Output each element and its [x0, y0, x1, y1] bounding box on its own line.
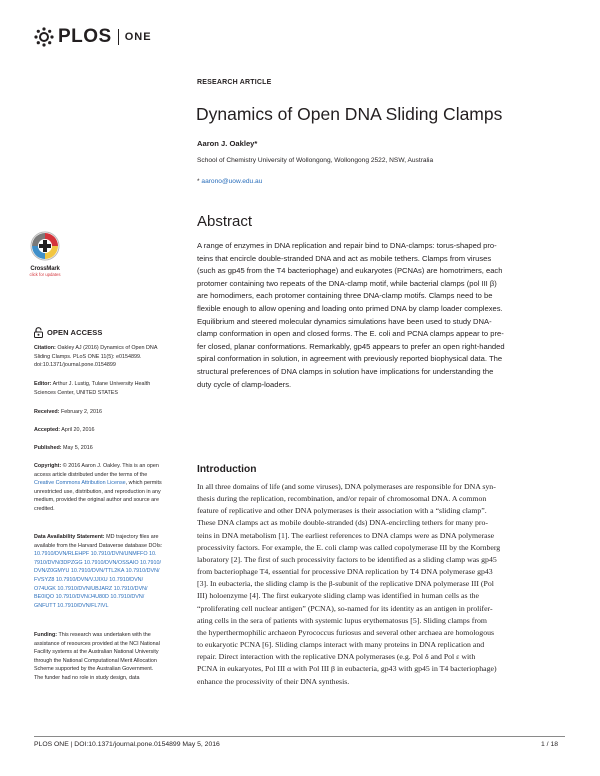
copyright-line: credited. — [34, 505, 55, 512]
intro-line: III) holoenzyme [4]. The first eukaryote sliding clamp was identified in human cells as the — [197, 591, 479, 601]
intro-line: These DNA clamps act as mobile double-stranded (ds) DNA-encircling tethers for many pro- — [197, 518, 488, 528]
abstract-line: flexible enough to allow opening and loading onto primed DNA by clamp loader complexes. — [197, 303, 503, 313]
funding-line: The funder had no role in study design, data — [34, 674, 140, 681]
abstract-text — [197, 240, 565, 391]
copyright-line: medium, provided the original author and source are — [34, 497, 159, 504]
citation-line: Oakley AJ (2016) Dynamics of Open DNA — [55, 345, 158, 351]
editor-block — [34, 380, 189, 397]
journal-logo[interactable] — [33, 26, 152, 48]
copyright-line: access article distributed under the terms of the — [34, 471, 148, 478]
intro-line: feature of replicative and other DNA polymerases is their association with a “sliding clamp”. — [197, 506, 487, 516]
author-name: Aaron J. Oakley* — [197, 139, 258, 148]
intro-line: the hyperthermophilic archaeon Pyrococcus furiosus and several other archaea are homologous — [197, 627, 495, 637]
received-label: Received: — [34, 409, 60, 415]
data-availability-block — [34, 533, 189, 610]
dataset-doi-link[interactable]: FVSYZ8 10.7910/DVN/VJJIXU 10.7910/DVN/ — [34, 576, 144, 583]
copyright-label: Copyright: — [34, 463, 62, 469]
email-link[interactable]: aarono@uow.edu.au — [201, 178, 263, 185]
abstract-line: clamp conformation in open and closed forms. The E. coli and PCNA clamps appear to pre- — [197, 329, 504, 339]
intro-line: repair. Direct interaction with the replicative DNA polymerases (e.g. Pol δ and Pol ε with — [197, 652, 476, 662]
intro-line: processivity factors. For example, the E. coli clamp was called copolymerase III by the Kornberg — [197, 542, 501, 552]
data-availability-line: MD trajectory files are — [104, 534, 159, 540]
footer-citation: PLOS ONE | DOI:10.1371/journal.pone.0154899 May 5, 2016 — [34, 741, 220, 748]
published-label: Published: — [34, 445, 62, 451]
citation-block — [34, 344, 189, 370]
cc-license-link[interactable]: Creative Commons Attribution License — [34, 480, 126, 487]
citation-line: doi:10.1371/journal.pone.0154899 — [34, 362, 116, 369]
abstract-heading: Abstract — [197, 213, 253, 230]
published-value: May 5, 2016 — [61, 445, 93, 451]
copyright-line: , which permits — [125, 480, 162, 487]
abstract-line: are homodimers, each protomer containing three DNA-clamp motifs. Clamps need to be — [197, 291, 493, 301]
intro-line: PCNA in eukaryotes, Pol III α with Pol III β in eubacteria, gp43 with gp45 in T4 bacteriophage) — [197, 664, 497, 674]
abstract-line: A range of enzymes in DNA replication and repair bind to DNA-clamps: torus-shaped pro- — [197, 241, 497, 250]
intro-line: ating cells in the sera of patients with systemic lupus erythematosus [5]. Sliding clamps from — [197, 615, 487, 625]
crossmark-sublabel: click for updates — [29, 272, 61, 277]
crossmark-label: CrossMark — [30, 266, 60, 272]
copyright-line: © 2016 Aaron J. Oakley. This is an open — [61, 463, 159, 469]
abstract-line: structural preferences of DNA clamps in solution have implications for understanding the — [197, 366, 494, 376]
funding-line: Scheme supported by the Australian Government. — [34, 666, 154, 673]
copyright-block — [34, 462, 189, 514]
dataset-doi-link[interactable]: O74UGK 10.7910/DVN/UBJARZ 10.7910/DVN/ — [34, 585, 148, 592]
accepted-label: Accepted: — [34, 427, 61, 433]
dataset-doi-link[interactable]: GNFUTT 10.7910/DVN/FL7IVL — [34, 602, 109, 609]
logo-divider — [118, 29, 119, 45]
abstract-line: Equilibrium and steered molecular dynamics simulations have been used to study DNA- — [197, 316, 492, 326]
editor-line: Arthur J. Lustig, Tulane University Health — [51, 381, 151, 387]
data-availability-line: available from the Harvard Dataverse database DOIs: — [34, 542, 163, 549]
abstract-line: fer closed, planar conformations. Remarkably, gp45 appears to prefer an open right-handed — [197, 341, 505, 351]
email-marker: * — [197, 178, 202, 185]
received-value: February 2, 2016 — [59, 409, 103, 415]
intro-line: enhance the processivity of their DNA synthesis. — [197, 676, 350, 686]
editor-label: Editor: — [34, 381, 52, 387]
abstract-line: duty cycle of clamp-loaders. — [197, 379, 292, 389]
intro-line: In all three domains of life (and some viruses), DNA polymerases are responsible for DNA syn- — [197, 482, 496, 491]
funding-line: This research was undertaken with the — [57, 632, 151, 638]
funding-block — [34, 631, 189, 683]
abstract-line: (such as gp45 from the T4 bacteriophage) and eukaryotes (PCNAs) are homotrimers, each — [197, 266, 503, 276]
article-title: Dynamics of Open DNA Sliding Clamps — [196, 104, 503, 124]
citation-line: Sliding Clamps. PLoS ONE 11(5): e0154899. — [34, 353, 142, 360]
copyright-line: unrestricted use, distribution, and reproduction in any — [34, 488, 161, 495]
logo-plos-text: PLOS — [58, 26, 112, 47]
corresponding-email — [197, 178, 262, 185]
abstract-line: spiral conformation in solution, in agreement with previously reported biophysical data. The — [197, 354, 503, 364]
dataset-doi-link[interactable]: 10.7910/DVN/RLEHPF 10.7910/DVN/UNMFFO 10. — [34, 551, 157, 558]
accepted-date — [34, 426, 189, 435]
introduction-heading: Introduction — [197, 464, 257, 475]
funding-line: assistance of resources provided at the NCI National — [34, 640, 160, 647]
editor-line: Sciences Center, UNITED STATES — [34, 389, 118, 396]
article-type: RESEARCH ARTICLE — [197, 79, 272, 86]
open-access-badge — [34, 327, 102, 338]
received-date — [34, 408, 189, 417]
intro-line: “proliferating cell nuclear antigen” (PCNA), so-named for its identity as an antigen in prolifer- — [197, 603, 493, 613]
footer-divider — [34, 736, 565, 737]
intro-line: [3]. In eubacteria, the sliding clamp is the β-subunit of the replicative DNA polymerase III (Pol — [197, 579, 494, 589]
dataset-doi-link[interactable]: DVN/Z0GMYU 10.7910/DVN/TTL2KA 10.7910/DVN/ — [34, 568, 160, 575]
author-affiliation: School of Chemistry University of Wollongong, Wollongong 2522, NSW, Australia — [197, 157, 434, 164]
intro-line: to eukaryotic PCNA [6]. Sliding clamps interact with many proteins in DNA replication and — [197, 640, 485, 650]
funding-line: through the National Computational Merit Allocation — [34, 657, 157, 664]
intro-line: teins in DNA metabolism [1]. The earliest references to DNA clamps were as DNA polymerase — [197, 530, 495, 540]
abstract-line: protomer containing two repeats of the DNA-clamp motif, while bacterial clamps (pol III β) — [197, 278, 497, 288]
page-number: 1 / 18 — [541, 741, 559, 748]
intro-line: thesis during the replication, recombination, and/or repair of chromosomal DNA. A common — [197, 494, 487, 504]
funding-line: Facility systems at the Australian National University — [34, 649, 159, 656]
logo-journal-text: ONE — [124, 31, 152, 43]
funding-label: Funding: — [34, 632, 58, 638]
citation-label: Citation: — [34, 345, 56, 351]
open-lock-icon — [34, 327, 43, 338]
published-date — [34, 444, 189, 453]
crossmark-badge[interactable] — [28, 231, 62, 277]
intro-line: laboratory [2]. The first of such processivity factors to be identified as a sliding clamp was gp45 — [197, 554, 497, 564]
dataset-doi-link[interactable]: BE0IQO 10.7910/DVN/J4U80D 10.7910/DVN/ — [34, 594, 145, 601]
accepted-value: April 20, 2016 — [60, 427, 95, 433]
open-access-label: OPEN ACCESS — [47, 328, 103, 337]
crossmark-icon — [30, 231, 60, 261]
introduction-text — [197, 481, 565, 688]
plos-logo-icon — [33, 26, 55, 48]
intro-line: from bacteriophage T4, essential for processive DNA replication by T4 DNA polymerase gp43 — [197, 567, 493, 577]
abstract-line: teins that encircle double-stranded DNA and act as mobile tethers. Clamps from viruses — [197, 253, 492, 263]
data-availability-label: Data Availability Statement: — [34, 534, 105, 540]
dataset-doi-link[interactable]: 7910/DVN/3DPZGG 10.7910/DVN/OSSAIO 10.7910/ — [34, 559, 162, 566]
